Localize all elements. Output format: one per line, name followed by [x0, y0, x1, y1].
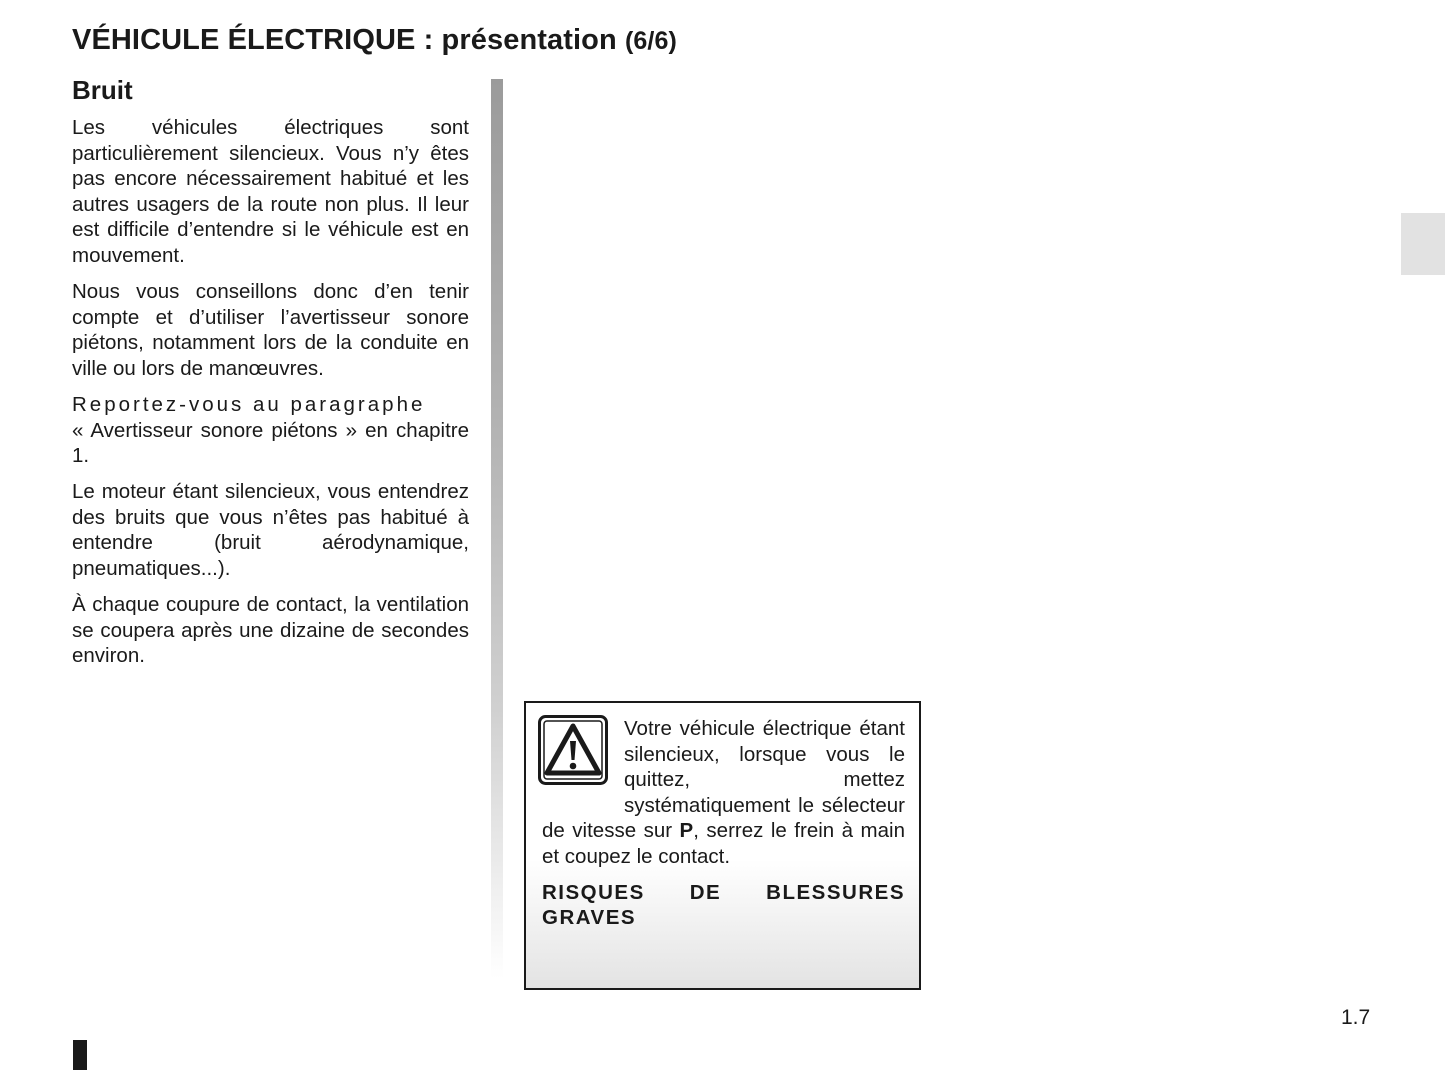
- section-heading: Bruit: [72, 75, 133, 105]
- page-title-text: VÉHICULE ÉLECTRIQUE : présentation: [72, 24, 617, 56]
- reference-lead: Reportez-vous au paragraphe: [72, 392, 426, 416]
- paragraph-2: Nous vous conseillons donc d’en tenir compte et d’utiliser l’avertisseur sonore piétons, notamment lors de la conduite en ville ou lors de manœuvres.: [72, 280, 469, 380]
- page-title-suffix: (6/6): [624, 27, 677, 55]
- warning-text-after: , serrez le frein à main et coupez le contact.: [542, 819, 905, 868]
- paragraph-4: Le moteur étant silencieux, vous entendrez des bruits que vous n’êtes pas habitué à entendre (bruit aérodynamique, pneumatiques...).: [72, 480, 469, 580]
- body-text: [72, 115, 469, 679]
- gear-position-p: P: [679, 819, 694, 843]
- warning-box: [524, 701, 921, 990]
- paragraph-5: À chaque coupure de contact, la ventilation se coupera après une dizaine de secondes environ.: [72, 593, 469, 668]
- corner-mark: [73, 1040, 87, 1070]
- paragraph-3: [72, 392, 469, 469]
- warning-emphasis: RISQUES DE BLESSURES GRAVES: [542, 880, 905, 930]
- reference-target: « Avertisseur sonore piétons » en chapitre 1.: [72, 418, 469, 468]
- chapter-tab-marker: [1401, 213, 1445, 275]
- warning-text: [542, 716, 905, 931]
- paragraph-1: Les véhicules électriques sont particulièrement silencieux. Vous n’y êtes pas encore nécessairement habitué et les autres usagers de la route non plus. Il leur est difficile d’entendre si le véhicule est en mouvement.: [72, 116, 469, 267]
- page-number: 1.7: [1341, 1006, 1371, 1029]
- warning-text-before: Votre véhicule électrique étant silencieux, lorsque vous le quittez, mettez systématiquement le sélecteur de vitesse sur: [542, 717, 905, 843]
- page-title: [72, 24, 677, 57]
- column-divider-bar: [491, 79, 503, 979]
